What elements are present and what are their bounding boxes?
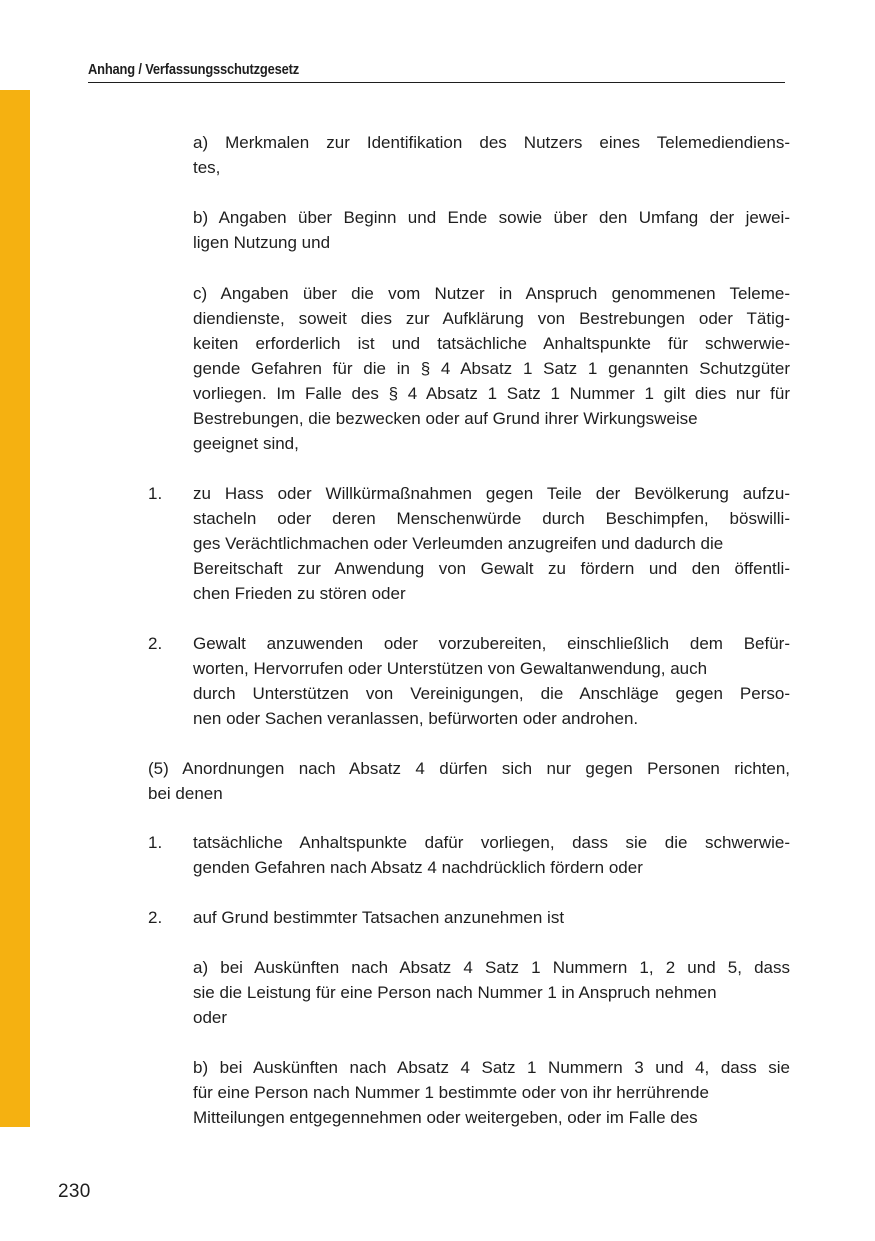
page-number: 230 <box>58 1181 91 1202</box>
list-item-b-messages <box>193 1055 790 1130</box>
text-line: keiten erforderlich ist und tatsächliche Anhaltspunkte für schwerwie- <box>193 334 790 353</box>
text-line: zu Hass oder Willkürmaßnahmen gegen Teile der Bevölkerung aufzu- <box>193 484 790 503</box>
text-line: b) bei Auskünften nach Absatz 4 Satz 1 Nummern 3 und 4, dass sie <box>193 1058 790 1077</box>
text-line: worten, Hervorrufen oder Unterstützen von Gewaltanwendung, auch <box>193 659 708 678</box>
text-line: genden Gefahren nach Absatz 4 nachdrücklich fördern oder <box>193 858 643 877</box>
list-number: 1. <box>148 833 163 852</box>
paragraph-5 <box>148 756 790 806</box>
text-line: a) bei Auskünften nach Absatz 4 Satz 1 Nummern 1, 2 und 5, dass <box>193 958 790 977</box>
text-line: Bereitschaft zur Anwendung von Gewalt zu fördern und den öffentli- <box>193 559 790 578</box>
text-line: Bestrebungen, die bezwecken oder auf Grund ihrer Wirkungsweise <box>193 409 698 428</box>
list-item-c-services <box>193 281 790 456</box>
text-line: auf Grund bestimmter Tatsachen anzunehmen ist <box>193 908 565 927</box>
text-line: a) Merkmalen zur Identifikation des Nutzers eines Telemediendiens- <box>193 133 790 152</box>
text-line: ligen Nutzung und <box>193 233 331 252</box>
text-line: b) Angaben über Beginn und Ende sowie über den Umfang der jewei- <box>193 208 790 227</box>
text-line: c) Angaben über die vom Nutzer in Anspruch genommenen Teleme- <box>193 284 790 303</box>
list-item-2-violence <box>193 631 790 731</box>
text-line: geeignet sind, <box>193 434 299 453</box>
text-line: ges Verächtlichmachen oder Verleumden anzugreifen und dadurch die <box>193 534 724 553</box>
text-line: chen Frieden zu stören oder <box>193 584 406 603</box>
list-item-a-identification <box>193 130 790 180</box>
text-line: sie die Leistung für eine Person nach Nummer 1 in Anspruch nehmen <box>193 983 717 1002</box>
text-line: gende Gefahren für die in § 4 Absatz 1 Satz 1 genannten Schutzgüter <box>193 359 790 378</box>
text-line: für eine Person nach Nummer 1 bestimmte oder von ihr herrührende <box>193 1083 709 1102</box>
running-title: Anhang / Verfassungsschutzgesetz <box>88 61 299 78</box>
text-line: Gewalt anzuwenden oder vorzubereiten, einschließlich dem Befür- <box>193 634 790 653</box>
text-line: nen oder Sachen veranlassen, befürworten oder androhen. <box>193 709 639 728</box>
text-line: Mitteilungen entgegennehmen oder weitergeben, oder im Falle des <box>193 1108 698 1127</box>
text-line: bei denen <box>148 784 223 803</box>
list-number: 1. <box>148 484 163 503</box>
list-item-b-usage <box>193 205 790 255</box>
list-item-p5-2 <box>193 905 790 930</box>
text-line: tatsächliche Anhaltspunkte dafür vorliegen, dass sie die schwerwie- <box>193 833 790 852</box>
list-number: 2. <box>148 634 163 653</box>
list-item-p5-1 <box>193 830 790 880</box>
list-item-a-services-claim <box>193 955 790 1030</box>
list-number: 2. <box>148 908 163 927</box>
text-line: durch Unterstützen von Vereinigungen, die Anschläge gegen Perso- <box>193 684 790 703</box>
text-line: (5) Anordnungen nach Absatz 4 dürfen sich nur gegen Personen richten, <box>148 759 790 778</box>
text-line: vorliegen. Im Falle des § 4 Absatz 1 Satz 1 Nummer 1 gilt dies nur für <box>193 384 790 403</box>
text-line: oder <box>193 1008 228 1027</box>
text-line: tes, <box>193 158 221 177</box>
text-line: diendienste, soweit dies zur Aufklärung von Bestrebungen oder Tätig- <box>193 309 790 328</box>
running-header <box>88 60 785 83</box>
list-item-1-hate <box>193 481 790 606</box>
text-line: stacheln oder deren Menschenwürde durch Beschimpfen, böswilli- <box>193 509 790 528</box>
accent-bar <box>0 90 30 1127</box>
